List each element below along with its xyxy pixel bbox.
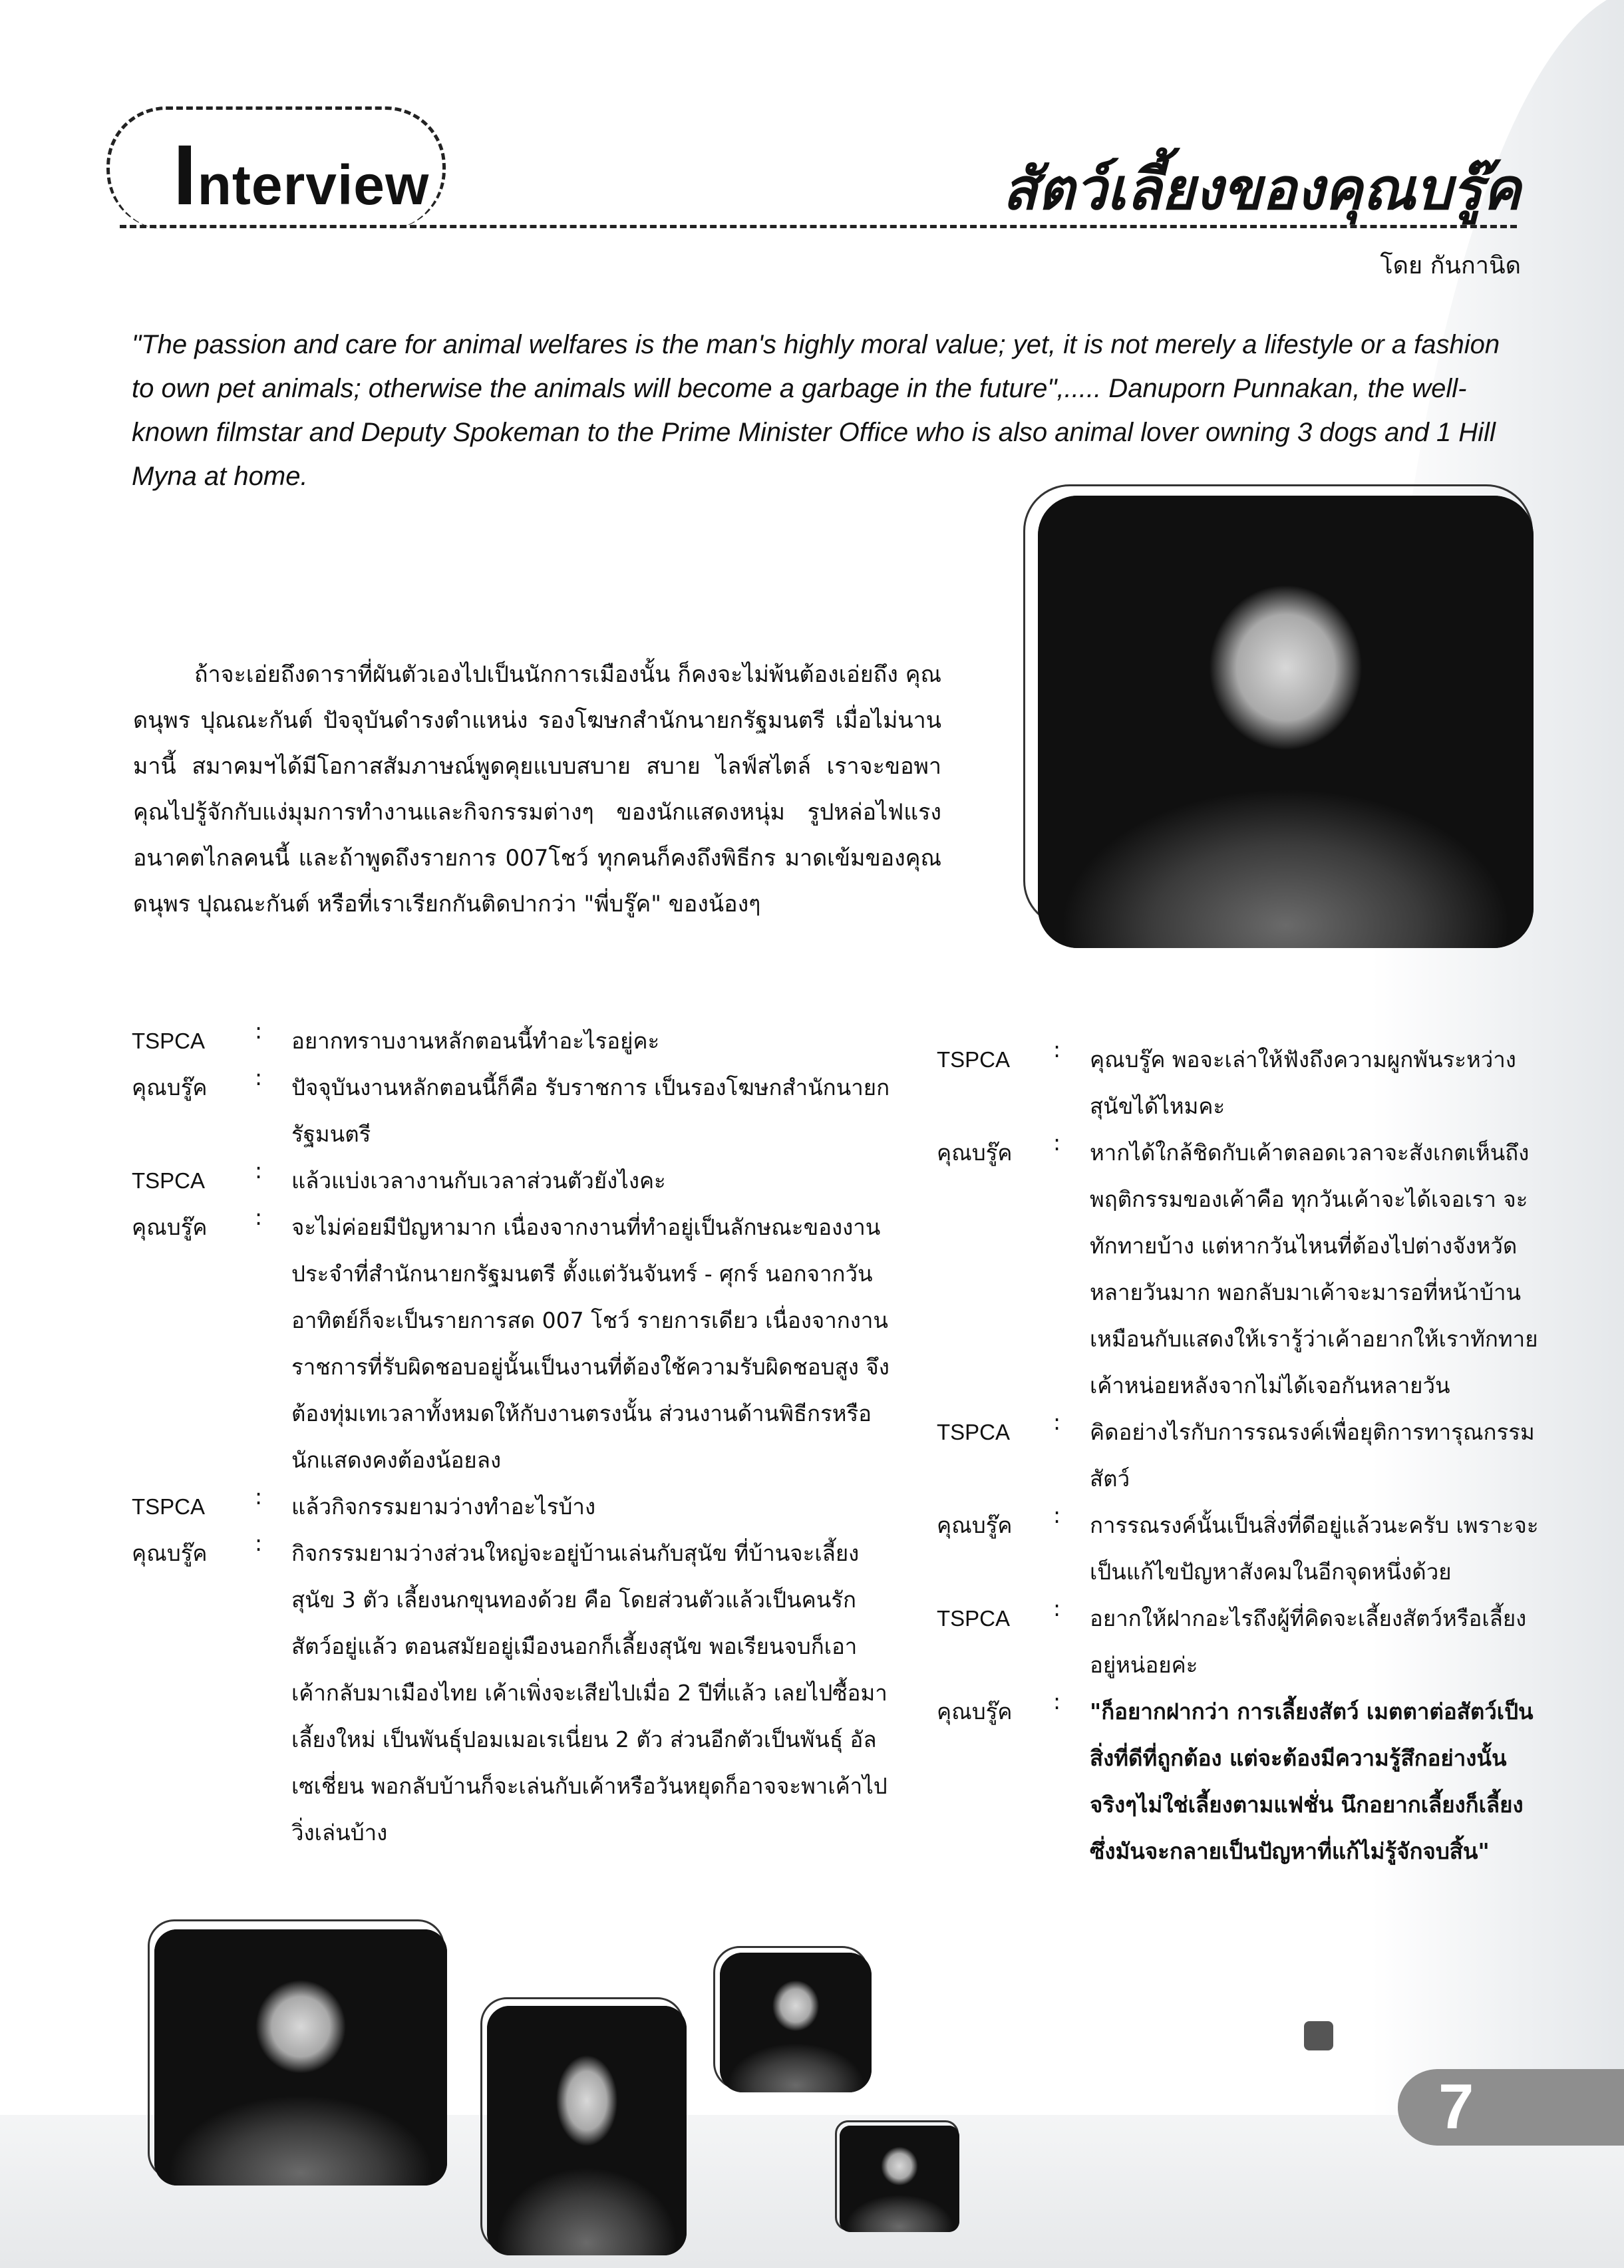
qa-row [132, 1064, 890, 1158]
portrait-photo-2 [487, 2006, 687, 2255]
qa-speaker: คุณบรู๊ค [132, 1541, 208, 1565]
qa-right-column [937, 1037, 1549, 1875]
qa-row [132, 1530, 890, 1856]
qa-colon: : [1053, 1037, 1061, 1062]
pull-quote: "The passion and care for animal welfares is the man's highly moral value; yet, it is not merely a lifestyle or a fashion to own pet animals; otherwise the animals will become a garbage in the future",..... Danuporn Punnakan, the well-known filmstar and Deputy Spokeman to the Prime Minister Office who is also animal lover owning 3 dogs and 1 Hill Myna at home. [132, 330, 1500, 491]
qa-row [937, 1130, 1549, 1409]
cat-icon [1304, 2021, 1333, 2050]
qa-row [132, 1204, 890, 1484]
qa-colon: : [255, 1204, 263, 1230]
qa-speaker: TSPCA [937, 1420, 1011, 1444]
qa-colon: : [1053, 1595, 1061, 1621]
qa-text: การรณรงค์นั้นเป็นสิ่งที่ดีอยู่แล้วนะครับ เพราะจะเป็นแก้ไขปัญหาสังคมในอีกจุดหนึ่งด้วย [1090, 1512, 1539, 1585]
qa-left-column [132, 1018, 890, 1856]
qa-speaker: คุณบรู๊ค [132, 1215, 208, 1239]
section-label-rest: nterview [197, 154, 430, 216]
portrait-image [154, 1929, 447, 2186]
section-label-initial: I [173, 128, 198, 223]
qa-speaker: คุณบรู๊ค [937, 1513, 1013, 1538]
qa-speaker: คุณบรู๊ค [937, 1699, 1013, 1724]
qa-colon: : [255, 1158, 263, 1184]
qa-text: กิจกรรมยามว่างส่วนใหญ่จะอยู่บ้านเล่นกับสุนัข ที่บ้านจะเลี้ยงสุนัข 3 ตัว เลี้ยงนกขุนทองด้วย คือ โดยส่วนตัวแล้วเป็นคนรักสัตว์อยู่แล้ว ตอนสมัยอยู่เมืองนอกก็เลี้ยงสุนัข พอเรียนจบก็เอาเค้ากลับมาเมืองไทย เค้าเพิ่งจะเสียไปเมื่อ 2 ปีที่แล้ว เลยไปซื้อมาเลี้ยงใหม่ เป็นพันธุ์ปอมเมอเรเนี่ยน 2 ตัว ส่วนอีกตัวเป็นพันธุ์ อัลเซเชี่ยน พอกลับบ้านก็จะเล่นกับเค้าหรือวันหยุดก็อาจจะพาเค้าไปวิ่งเล่นบ้าง [291, 1540, 888, 1846]
qa-row [937, 1502, 1549, 1595]
main-portrait-photo [1038, 496, 1534, 948]
section-label [173, 128, 430, 223]
qa-text: จะไม่ค่อยมีปัญหามาก เนื่องจากงานที่ทำอยู่เป็นลักษณะของงานประจำที่สำนักนายกรัฐมนตรี ตั้งแต่วันจันทร์ - ศุกร์ นอกจากวันอาทิตย์ก็จะเป็นรายการสด 007 โชว์ รายการเดียว เนื่องจากงานราชการที่รับผิดชอบอยู่นั้นเป็นงานที่ต้องใช้ความรับผิดชอบสูง จึงต้องทุ่มเทเวลาทั้งหมดให้กับงานตรงนั้น ส่วนงานด้านพิธีกรหรือนักแสดงคงต้องน้อยลง [291, 1214, 890, 1473]
intro-text: ถ้าจะเอ่ยถึงดาราที่ผันตัวเองไปเป็นนักการเมืองนั้น ก็คงจะไม่พ้นต้องเอ่ยถึง คุณดนุพร ปุณณะกันต์ ปัจจุบันดำรงตำแหน่ง รองโฆษกสำนักนายกรัฐมนตรี เมื่อไม่นานมานี้ สมาคมฯได้มีโอกาสสัมภาษณ์พูดคุยแบบสบาย สบาย ไลฟ์สไตล์ เราจะขอพาคุณไปรู้จักกับแง่มุมการทำงานและกิจกรรมต่างๆ ของนักแสดงหนุ่ม รูปหล่อไฟแรงอนาคตไกลคนนี้ และถ้าพูดถึงรายการ 007โชว์ ทุกคนก็คงถึงพิธีกร มาดเข้มของคุณ ดนุพร ปุณณะกันต์ หรือที่เราเรียกกันติดปากว่า "พี่บรู๊ค" ของน้องๆ [133, 661, 941, 917]
intro-paragraph [133, 652, 941, 927]
qa-row [132, 1158, 890, 1204]
portrait-photo-3 [720, 1953, 872, 2092]
portrait-photo-4 [840, 2126, 959, 2232]
qa-text: แล้วแบ่งเวลางานกับเวลาส่วนตัวยังไงคะ [291, 1168, 666, 1194]
page-number: 7 [1438, 2071, 1474, 2142]
qa-speaker: TSPCA [132, 1029, 206, 1053]
page-number-tab [1398, 2069, 1624, 2146]
qa-speaker: คุณบรู๊ค [937, 1140, 1013, 1165]
qa-row [937, 1689, 1549, 1875]
qa-colon: : [255, 1530, 263, 1556]
qa-row [132, 1018, 890, 1064]
portrait-image [840, 2126, 959, 2232]
qa-colon: : [255, 1064, 263, 1090]
qa-row [937, 1037, 1549, 1130]
qa-text: อยากให้ฝากอะไรถึงผู้ที่คิดจะเลี้ยงสัตว์หรือเลี้ยงอยู่หน่อยค่ะ [1090, 1605, 1527, 1678]
qa-colon: : [1053, 1409, 1061, 1435]
qa-speaker: TSPCA [132, 1494, 206, 1519]
qa-row [937, 1595, 1549, 1689]
qa-text: คุณบรู๊ค พอจะเล่าให้ฟังถึงความผูกพันระหว่างสุนัขได้ไหมคะ [1090, 1047, 1516, 1119]
portrait-photo-1 [154, 1929, 447, 2186]
qa-speaker: TSPCA [937, 1047, 1011, 1072]
qa-row [937, 1409, 1549, 1502]
qa-speaker: คุณบรู๊ค [132, 1075, 208, 1100]
portrait-image [487, 2006, 687, 2255]
qa-text: แล้วกิจกรรมยามว่างทำอะไรบ้าง [291, 1494, 596, 1520]
qa-speaker: TSPCA [937, 1606, 1011, 1631]
qa-text: ปัจจุบันงานหลักตอนนี้ก็คือ รับราชการ เป็นรองโฆษกสำนักนายกรัฐมนตรี [291, 1074, 890, 1147]
qa-colon: : [255, 1018, 263, 1044]
page-title: สัตว์เลี้ยงของคุณบรู๊ค [1002, 156, 1521, 223]
qa-text: อยากทราบงานหลักตอนนี้ทำอะไรอยู่คะ [291, 1028, 660, 1054]
qa-row [132, 1484, 890, 1530]
qa-speaker: TSPCA [132, 1168, 206, 1193]
portrait-image [720, 1953, 872, 2092]
qa-text: หากได้ใกล้ชิดกับเค้าตลอดเวลาจะสังเกตเห็นถึงพฤติกรรมของเค้าคือ ทุกวันเค้าจะได้เจอเรา จะทักทายบ้าง แต่หากวันไหนที่ต้องไปต่างจังหวัดหลายวันมาก พอกลับมาเค้าจะมารอที่หน้าบ้าน เหมือนกับแสดงให้เรารู้ว่าเค้าอยากให้เราทักทายเค้าหน่อยหลังจากไม่ได้เจอกันหลายวัน [1090, 1140, 1538, 1398]
qa-text: คิดอย่างไรกับการรณรงค์เพื่อยุติการทารุณกรรมสัตว์ [1090, 1419, 1535, 1492]
byline: โดย กันกานิด [1380, 252, 1521, 279]
qa-colon: : [1053, 1689, 1061, 1714]
qa-colon: : [1053, 1130, 1061, 1156]
qa-closing-quote: "ก็อยากฝากว่า การเลี้ยงสัตว์ เมตตาต่อสัตว์เป็นสิ่งที่ดีที่ถูกต้อง แต่จะต้องมีความรู้สึกอย่างนั้นจริงๆไม่ใช่เลี้ยงตามแฟชั่น นึกอยากเลี้ยงก็เลี้ยง ซึ่งมันจะกลายเป็นปัญหาที่แก้ไม่รู้จักจบสิ้น" [1090, 1699, 1534, 1864]
qa-colon: : [1053, 1502, 1061, 1528]
qa-colon: : [255, 1484, 263, 1510]
portrait-image [1038, 496, 1534, 948]
